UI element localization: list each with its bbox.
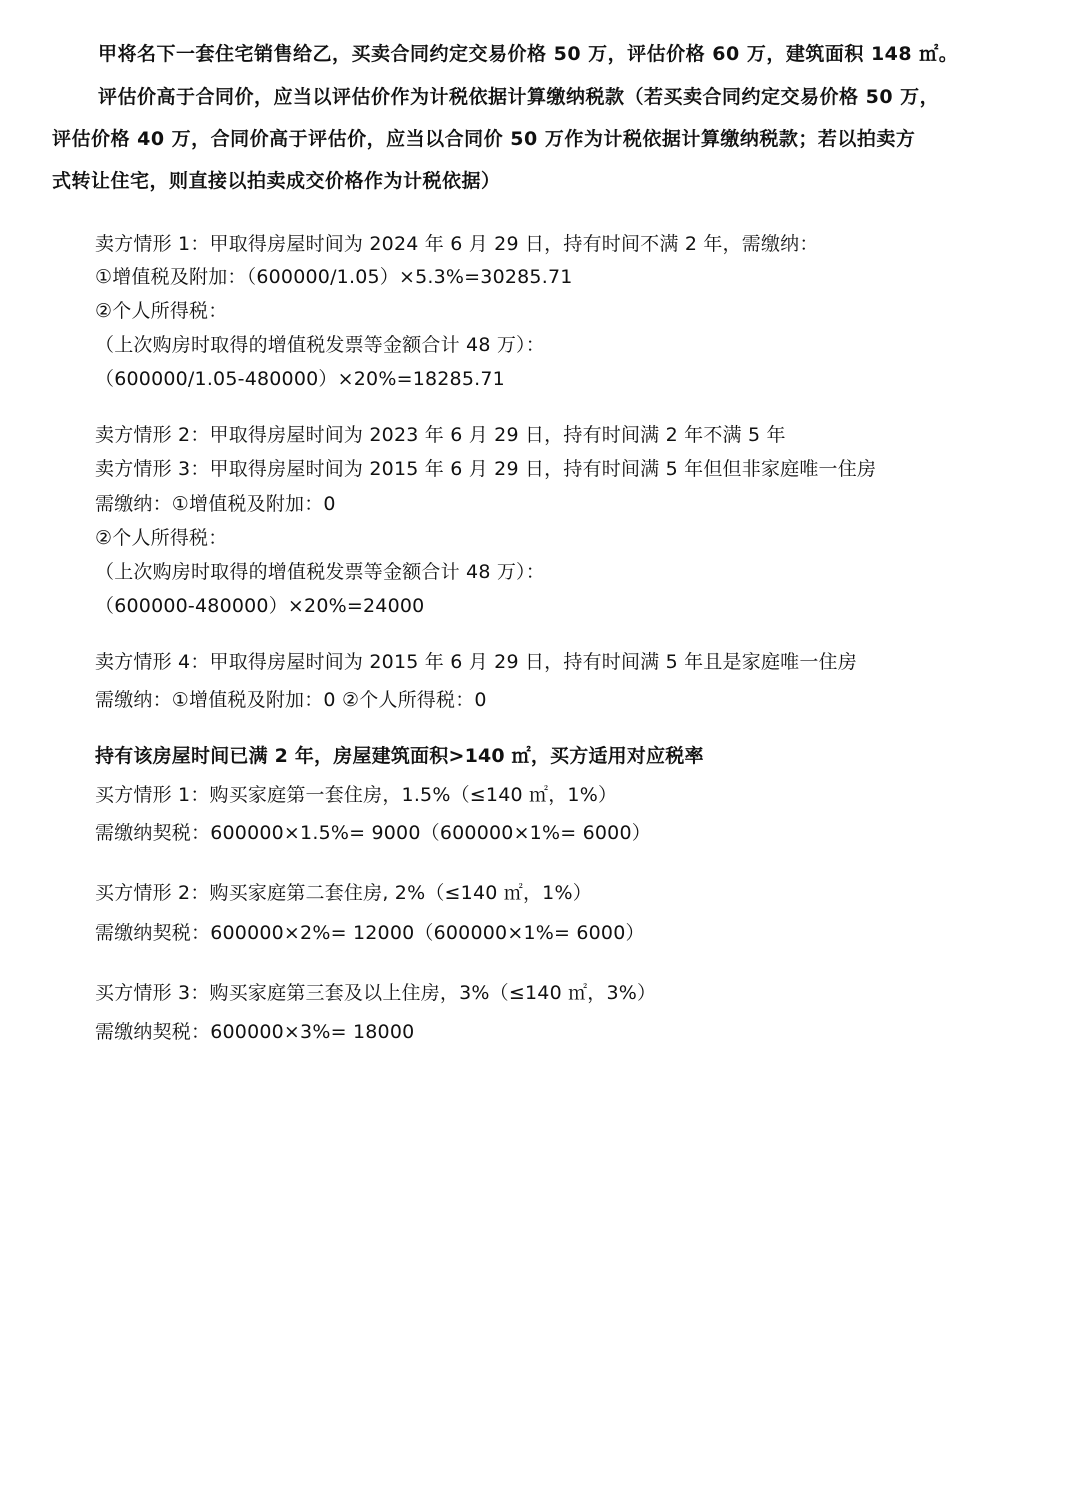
seller-case-3-pit-label: ②个人所得税： [95, 527, 228, 549]
seller-case-1-pit-note: （上次购房时取得的增值税发票等金额合计 48 万）： [95, 334, 545, 356]
buyer-case-1-heading: 买方情形 1：购买家庭第一套住房，1.5%（≤140 ㎡，1%） [95, 784, 618, 806]
seller-case-3-vat: 需缴纳：①增值税及附加：0 [95, 493, 336, 515]
seller-case-1-heading: 卖方情形 1：甲取得房屋时间为 2024 年 6 月 29 日，持有时间不满 2 年，需缴纳： [95, 233, 819, 255]
seller-case-3-pit-calc: （600000-480000）×20%=24000 [95, 595, 425, 617]
seller-case-1-pit-label: ②个人所得税： [95, 300, 228, 322]
intro-line-3: 评估价格 40 万，合同价高于评估价，应当以合同价 50 万作为计税依据计算缴纳税款；若以拍卖方 [52, 128, 916, 150]
seller-case-3-heading: 卖方情形 3：甲取得房屋时间为 2015 年 6 月 29 日，持有时间满 5 年但但非家庭唯一住房 [95, 458, 877, 480]
seller-case-4-heading: 卖方情形 4：甲取得房屋时间为 2015 年 6 月 29 日，持有时间满 5 年且是家庭唯一住房 [95, 651, 857, 673]
seller-case-3-pit-note: （上次购房时取得的增值税发票等金额合计 48 万）： [95, 561, 545, 583]
buyer-case-3-tax: 需缴纳契税：600000×3%= 18000 [95, 1021, 415, 1043]
seller-case-1-pit-calc: （600000/1.05-480000）×20%=18285.71 [95, 368, 505, 390]
buyer-case-2-tax: 需缴纳契税：600000×2%= 12000（600000×1%= 6000） [95, 922, 645, 944]
intro-line-1: 甲将名下一套住宅销售给乙，买卖合同约定交易价格 50 万，评估价格 60 万，建筑面积 148 ㎡。 [98, 43, 959, 65]
buyer-case-2-heading: 买方情形 2：购买家庭第二套住房, 2%（≤140 ㎡，1%） [95, 882, 592, 904]
seller-case-4-tax: 需缴纳：①增值税及附加：0 ②个人所得税：0 [95, 689, 487, 711]
seller-case-1-vat: ①增值税及附加：（600000/1.05）×5.3%=30285.71 [95, 266, 573, 288]
intro-line-2: 评估价高于合同价，应当以评估价作为计税依据计算缴纳税款（若买卖合同约定交易价格 50 万， [98, 86, 940, 108]
buyer-case-1-tax: 需缴纳契税：600000×1.5%= 9000（600000×1%= 6000） [95, 822, 651, 844]
buyer-intro: 持有该房屋时间已满 2 年，房屋建筑面积>140 ㎡，买方适用对应税率 [95, 745, 704, 767]
seller-case-2-heading: 卖方情形 2：甲取得房屋时间为 2023 年 6 月 29 日，持有时间满 2 年不满 5 年 [95, 424, 786, 446]
buyer-case-3-heading: 买方情形 3：购买家庭第三套及以上住房，3%（≤140 ㎡，3%） [95, 982, 657, 1004]
intro-line-4: 式转让住宅，则直接以拍卖成交价格作为计税依据） [52, 170, 501, 192]
